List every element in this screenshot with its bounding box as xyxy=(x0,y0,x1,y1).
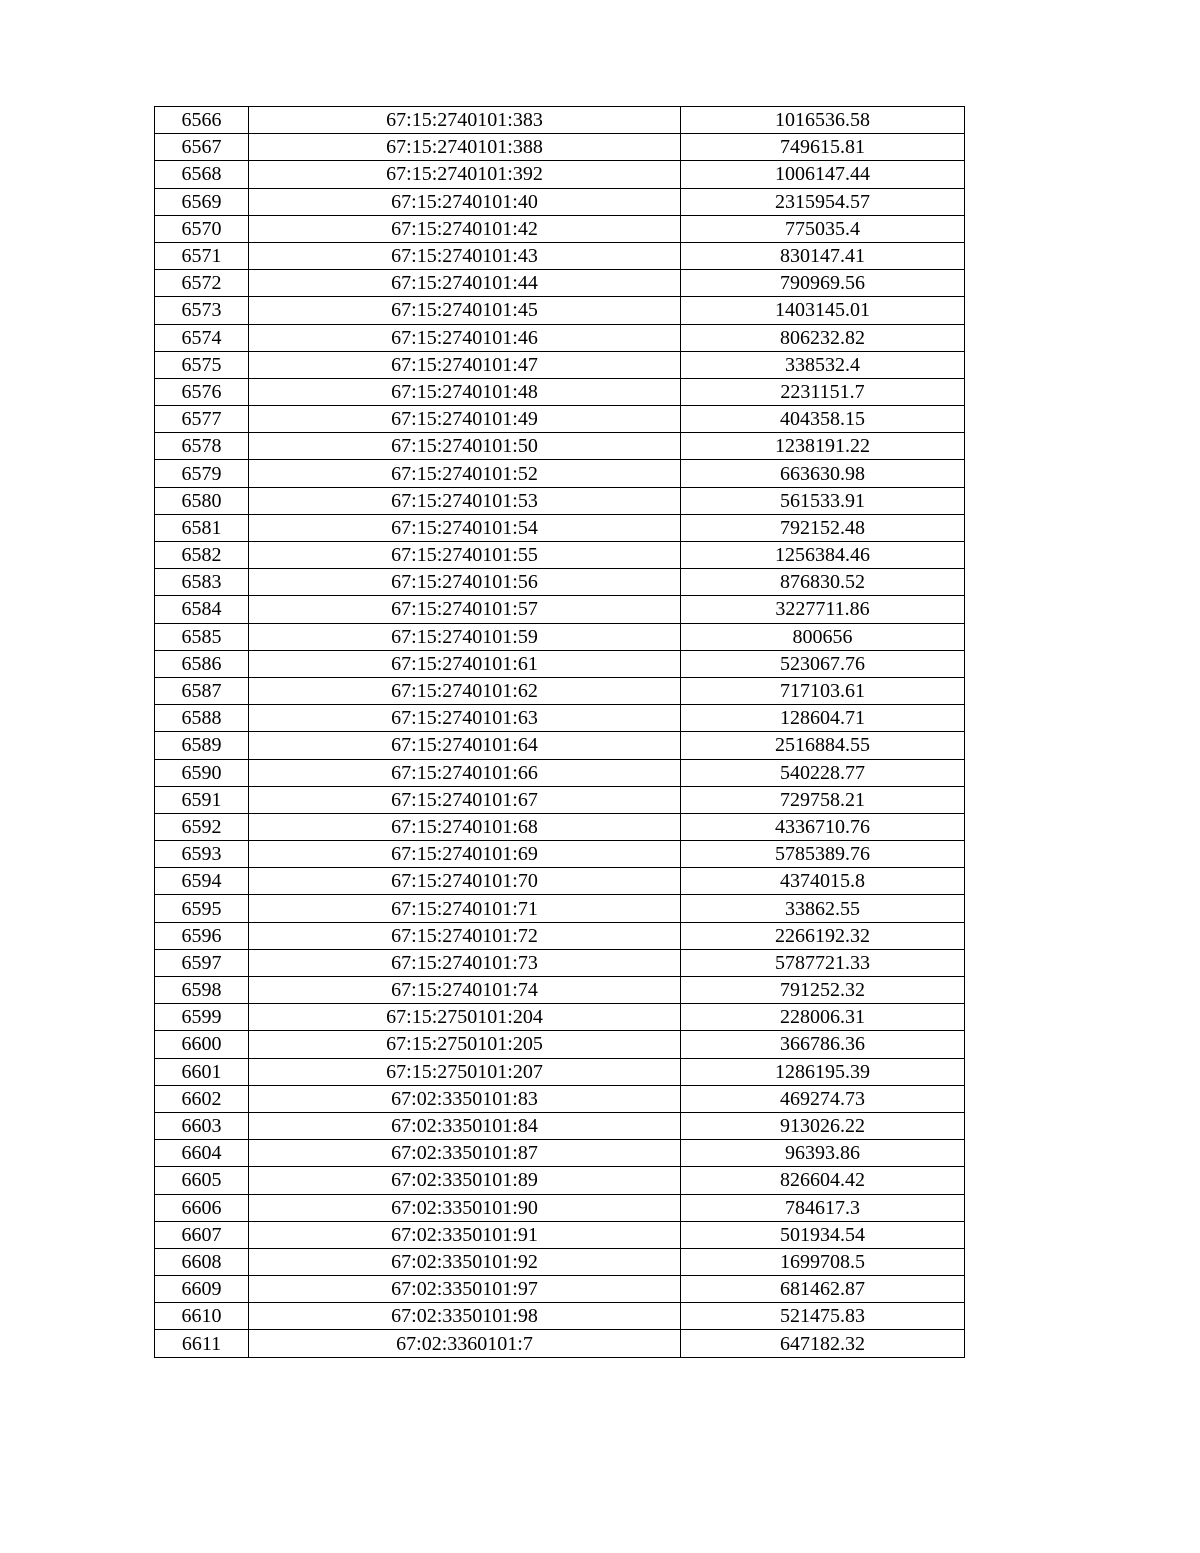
cadastral-number-cell: 67:15:2740101:55 xyxy=(249,542,681,569)
cadastral-number-cell: 67:02:3360101:7 xyxy=(249,1330,681,1357)
table-row xyxy=(155,433,965,460)
row-number-cell: 6608 xyxy=(155,1248,249,1275)
row-number-cell: 6589 xyxy=(155,732,249,759)
table-row xyxy=(155,922,965,949)
row-number-cell: 6566 xyxy=(155,107,249,134)
table-row xyxy=(155,1167,965,1194)
table-row xyxy=(155,1058,965,1085)
row-number-cell: 6576 xyxy=(155,378,249,405)
row-number-cell: 6609 xyxy=(155,1276,249,1303)
cadastral-number-cell: 67:15:2740101:52 xyxy=(249,460,681,487)
value-cell: 1238191.22 xyxy=(681,433,965,460)
table-row xyxy=(155,188,965,215)
row-number-cell: 6568 xyxy=(155,161,249,188)
row-number-cell: 6586 xyxy=(155,650,249,677)
cadastral-number-cell: 67:15:2740101:64 xyxy=(249,732,681,759)
cadastral-number-cell: 67:15:2740101:45 xyxy=(249,297,681,324)
table-row xyxy=(155,1085,965,1112)
value-cell: 790969.56 xyxy=(681,270,965,297)
row-number-cell: 6610 xyxy=(155,1303,249,1330)
table-row xyxy=(155,569,965,596)
value-cell: 800656 xyxy=(681,623,965,650)
table-row xyxy=(155,378,965,405)
value-cell: 1403145.01 xyxy=(681,297,965,324)
cadastral-number-cell: 67:15:2740101:56 xyxy=(249,569,681,596)
table-row xyxy=(155,460,965,487)
value-cell: 96393.86 xyxy=(681,1140,965,1167)
row-number-cell: 6596 xyxy=(155,922,249,949)
table-row xyxy=(155,705,965,732)
value-cell: 791252.32 xyxy=(681,977,965,1004)
value-cell: 717103.61 xyxy=(681,677,965,704)
cadastral-number-cell: 67:15:2740101:73 xyxy=(249,949,681,976)
table-row xyxy=(155,1031,965,1058)
table-row xyxy=(155,215,965,242)
value-cell: 830147.41 xyxy=(681,242,965,269)
value-cell: 729758.21 xyxy=(681,786,965,813)
value-cell: 913026.22 xyxy=(681,1112,965,1139)
row-number-cell: 6597 xyxy=(155,949,249,976)
table-row xyxy=(155,297,965,324)
cadastral-number-cell: 67:15:2740101:46 xyxy=(249,324,681,351)
value-cell: 2516884.55 xyxy=(681,732,965,759)
row-number-cell: 6580 xyxy=(155,487,249,514)
table-row xyxy=(155,1194,965,1221)
cadastral-number-cell: 67:15:2750101:205 xyxy=(249,1031,681,1058)
value-cell: 4336710.76 xyxy=(681,813,965,840)
row-number-cell: 6602 xyxy=(155,1085,249,1112)
table-row xyxy=(155,813,965,840)
cadastral-number-cell: 67:15:2740101:47 xyxy=(249,351,681,378)
table-row xyxy=(155,351,965,378)
cadastral-number-cell: 67:15:2740101:53 xyxy=(249,487,681,514)
table-row xyxy=(155,1276,965,1303)
table-row xyxy=(155,134,965,161)
value-cell: 647182.32 xyxy=(681,1330,965,1357)
value-cell: 469274.73 xyxy=(681,1085,965,1112)
table-row xyxy=(155,542,965,569)
cadastral-number-cell: 67:02:3350101:83 xyxy=(249,1085,681,1112)
row-number-cell: 6573 xyxy=(155,297,249,324)
row-number-cell: 6590 xyxy=(155,759,249,786)
table-row xyxy=(155,895,965,922)
cadastral-number-cell: 67:02:3350101:87 xyxy=(249,1140,681,1167)
cadastral-number-cell: 67:15:2740101:40 xyxy=(249,188,681,215)
value-cell: 523067.76 xyxy=(681,650,965,677)
row-number-cell: 6606 xyxy=(155,1194,249,1221)
cadastral-number-cell: 67:15:2740101:72 xyxy=(249,922,681,949)
table-row xyxy=(155,677,965,704)
cadastral-number-cell: 67:15:2740101:69 xyxy=(249,841,681,868)
value-cell: 33862.55 xyxy=(681,895,965,922)
cadastral-number-cell: 67:15:2740101:62 xyxy=(249,677,681,704)
cadastral-number-cell: 67:15:2740101:42 xyxy=(249,215,681,242)
value-cell: 876830.52 xyxy=(681,569,965,596)
cadastral-number-cell: 67:15:2740101:44 xyxy=(249,270,681,297)
row-number-cell: 6592 xyxy=(155,813,249,840)
table-row xyxy=(155,650,965,677)
table-row xyxy=(155,868,965,895)
row-number-cell: 6588 xyxy=(155,705,249,732)
value-cell: 3227711.86 xyxy=(681,596,965,623)
table-row xyxy=(155,1112,965,1139)
cadastral-number-cell: 67:15:2740101:49 xyxy=(249,406,681,433)
table-row xyxy=(155,786,965,813)
row-number-cell: 6570 xyxy=(155,215,249,242)
row-number-cell: 6571 xyxy=(155,242,249,269)
row-number-cell: 6604 xyxy=(155,1140,249,1167)
row-number-cell: 6600 xyxy=(155,1031,249,1058)
row-number-cell: 6578 xyxy=(155,433,249,460)
cadastral-number-cell: 67:15:2750101:207 xyxy=(249,1058,681,1085)
value-cell: 663630.98 xyxy=(681,460,965,487)
cadastral-number-cell: 67:02:3350101:91 xyxy=(249,1221,681,1248)
row-number-cell: 6595 xyxy=(155,895,249,922)
value-cell: 1699708.5 xyxy=(681,1248,965,1275)
cadastral-number-cell: 67:15:2740101:74 xyxy=(249,977,681,1004)
table-row xyxy=(155,1004,965,1031)
table-row xyxy=(155,841,965,868)
value-cell: 5785389.76 xyxy=(681,841,965,868)
row-number-cell: 6584 xyxy=(155,596,249,623)
row-number-cell: 6574 xyxy=(155,324,249,351)
table-row xyxy=(155,949,965,976)
table-row xyxy=(155,623,965,650)
cadastral-number-cell: 67:15:2740101:70 xyxy=(249,868,681,895)
row-number-cell: 6603 xyxy=(155,1112,249,1139)
value-cell: 681462.87 xyxy=(681,1276,965,1303)
row-number-cell: 6594 xyxy=(155,868,249,895)
cadastral-number-cell: 67:15:2740101:50 xyxy=(249,433,681,460)
cadastral-number-cell: 67:15:2740101:61 xyxy=(249,650,681,677)
table-row xyxy=(155,406,965,433)
table-row xyxy=(155,270,965,297)
value-cell: 2315954.57 xyxy=(681,188,965,215)
cadastral-number-cell: 67:15:2740101:54 xyxy=(249,514,681,541)
cadastral-number-cell: 67:15:2740101:383 xyxy=(249,107,681,134)
value-cell: 1006147.44 xyxy=(681,161,965,188)
value-cell: 4374015.8 xyxy=(681,868,965,895)
cadastral-number-cell: 67:15:2740101:68 xyxy=(249,813,681,840)
row-number-cell: 6611 xyxy=(155,1330,249,1357)
cadastral-number-cell: 67:02:3350101:92 xyxy=(249,1248,681,1275)
value-cell: 338532.4 xyxy=(681,351,965,378)
value-cell: 404358.15 xyxy=(681,406,965,433)
value-cell: 228006.31 xyxy=(681,1004,965,1031)
value-cell: 784617.3 xyxy=(681,1194,965,1221)
row-number-cell: 6605 xyxy=(155,1167,249,1194)
table-row xyxy=(155,596,965,623)
cadastral-number-cell: 67:02:3350101:89 xyxy=(249,1167,681,1194)
value-cell: 826604.42 xyxy=(681,1167,965,1194)
value-cell: 1256384.46 xyxy=(681,542,965,569)
value-cell: 792152.48 xyxy=(681,514,965,541)
row-number-cell: 6583 xyxy=(155,569,249,596)
table-row xyxy=(155,1330,965,1357)
row-number-cell: 6601 xyxy=(155,1058,249,1085)
table-row xyxy=(155,514,965,541)
table-row xyxy=(155,1221,965,1248)
table-row xyxy=(155,161,965,188)
row-number-cell: 6569 xyxy=(155,188,249,215)
cadastral-number-cell: 67:02:3350101:97 xyxy=(249,1276,681,1303)
row-number-cell: 6607 xyxy=(155,1221,249,1248)
table-row xyxy=(155,977,965,1004)
table-row xyxy=(155,1248,965,1275)
cadastral-number-cell: 67:15:2740101:388 xyxy=(249,134,681,161)
table-row xyxy=(155,732,965,759)
row-number-cell: 6598 xyxy=(155,977,249,1004)
row-number-cell: 6593 xyxy=(155,841,249,868)
table-row xyxy=(155,487,965,514)
value-cell: 1286195.39 xyxy=(681,1058,965,1085)
cadastral-number-cell: 67:15:2750101:204 xyxy=(249,1004,681,1031)
value-cell: 5787721.33 xyxy=(681,949,965,976)
table-row xyxy=(155,1140,965,1167)
row-number-cell: 6581 xyxy=(155,514,249,541)
cadastral-number-cell: 67:15:2740101:63 xyxy=(249,705,681,732)
row-number-cell: 6579 xyxy=(155,460,249,487)
value-cell: 2231151.7 xyxy=(681,378,965,405)
cadastral-value-table xyxy=(154,106,965,1358)
row-number-cell: 6575 xyxy=(155,351,249,378)
value-cell: 128604.71 xyxy=(681,705,965,732)
table-row xyxy=(155,1303,965,1330)
row-number-cell: 6577 xyxy=(155,406,249,433)
row-number-cell: 6587 xyxy=(155,677,249,704)
value-cell: 1016536.58 xyxy=(681,107,965,134)
value-cell: 501934.54 xyxy=(681,1221,965,1248)
value-cell: 540228.77 xyxy=(681,759,965,786)
value-cell: 561533.91 xyxy=(681,487,965,514)
row-number-cell: 6572 xyxy=(155,270,249,297)
cadastral-number-cell: 67:15:2740101:59 xyxy=(249,623,681,650)
value-cell: 2266192.32 xyxy=(681,922,965,949)
value-cell: 749615.81 xyxy=(681,134,965,161)
value-cell: 806232.82 xyxy=(681,324,965,351)
cadastral-number-cell: 67:15:2740101:71 xyxy=(249,895,681,922)
table-row xyxy=(155,324,965,351)
cadastral-number-cell: 67:02:3350101:90 xyxy=(249,1194,681,1221)
table-row xyxy=(155,759,965,786)
table-row xyxy=(155,242,965,269)
value-cell: 366786.36 xyxy=(681,1031,965,1058)
cadastral-number-cell: 67:15:2740101:67 xyxy=(249,786,681,813)
cadastral-number-cell: 67:15:2740101:57 xyxy=(249,596,681,623)
cadastral-number-cell: 67:15:2740101:392 xyxy=(249,161,681,188)
cadastral-number-cell: 67:15:2740101:66 xyxy=(249,759,681,786)
cadastral-number-cell: 67:02:3350101:84 xyxy=(249,1112,681,1139)
value-cell: 775035.4 xyxy=(681,215,965,242)
row-number-cell: 6585 xyxy=(155,623,249,650)
table-row xyxy=(155,107,965,134)
table-body xyxy=(155,107,965,1358)
cadastral-number-cell: 67:15:2740101:48 xyxy=(249,378,681,405)
row-number-cell: 6582 xyxy=(155,542,249,569)
value-cell: 521475.83 xyxy=(681,1303,965,1330)
row-number-cell: 6567 xyxy=(155,134,249,161)
cadastral-number-cell: 67:15:2740101:43 xyxy=(249,242,681,269)
row-number-cell: 6591 xyxy=(155,786,249,813)
cadastral-number-cell: 67:02:3350101:98 xyxy=(249,1303,681,1330)
row-number-cell: 6599 xyxy=(155,1004,249,1031)
